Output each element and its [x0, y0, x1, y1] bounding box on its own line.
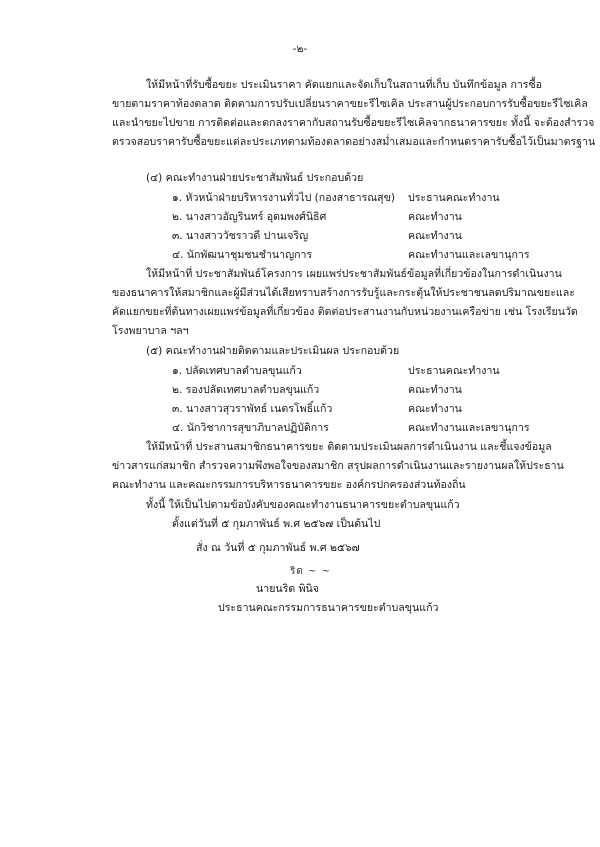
signer-name: นายนริด พินิจ	[256, 583, 320, 595]
section4-heading: (๔) คณะทำงานฝ่ายประชาสัมพันธ์ ประกอบด้วย	[146, 172, 364, 184]
section4-member-3-role: คณะทำงาน	[408, 230, 462, 242]
order-date: สั่ง ณ วันที่ ๕ กุมภาพันธ์ พ.ศ ๒๕๖๗	[196, 542, 360, 554]
section5-heading: (๕) คณะทำงานฝ่ายติดตามและประเมินผล ประกอบด้วย	[146, 345, 400, 357]
para1-line-1: ให้มีหน้าที่รับซื้อขยะ ประเมินราคา คัดแยกและจัดเก็บในสถานที่เก็บ บันทึกข้อมูล การซื้อ	[146, 79, 543, 91]
section5-member-4-name: ๔. นักวิชาการสุขาภิบาลปฏิบัติการ	[172, 422, 329, 434]
signature-mark: ริด ~ ~	[290, 566, 331, 577]
section5-member-4-role: คณะทำงานและเลขานุการ	[408, 422, 530, 434]
section4-member-4-name: ๔. นักพัฒนาชุมชนชำนาญการ	[172, 249, 313, 261]
section4-duty-line-2: ของธนาคารให้สมาชิกและผู้มีส่วนได้เสียทราบสร้างการรับรู้และกระตุ้นให้ประชาชนลดปริมาณขยะและ	[112, 287, 575, 299]
section4-duty-line-4: โรงพยาบาล ฯลฯ	[112, 325, 189, 337]
section5-duty-line-2: ข่าวสารแก่สมาชิก สำรวจความพึงพอใจของสมาชิก สรุปผลการดำเนินงานและรายงานผลให้ประธาน	[112, 460, 564, 472]
section4-member-2-role: คณะทำงาน	[408, 211, 462, 223]
section4-member-2-name: ๒. นางสาวอัญรินทร์ อุดมพงศ์นิธิศ	[172, 211, 327, 223]
section5-member-3-role: คณะทำงาน	[408, 403, 462, 415]
section4-member-1-role: ประธานคณะทำงาน	[408, 192, 500, 204]
section4-duty-line-1: ให้มีหน้าที่ ประชาสัมพันธ์โครงการ เผยแพร่ประชาสัมพันธ์ข้อมูลที่เกี่ยวข้องในการดำเนินงาน	[146, 268, 562, 280]
closing-statement: ทั้งนี้ ให้เป็นไปตามข้อบังคับของคณะทำงานธนาคารขยะตำบลขุนแก้ว	[146, 499, 460, 511]
page-number: -๒-	[292, 43, 308, 55]
section5-member-1-name: ๑. ปลัดเทศบาลตำบลขุนแก้ว	[172, 365, 302, 377]
section4-member-4-role: คณะทำงานและเลขานุการ	[408, 249, 530, 261]
effective-date: ตั้งแต่วันที่ ๕ กุมภาพันธ์ พ.ศ ๒๕๖๗ เป็นต้นไป	[172, 518, 381, 530]
section5-duty-line-1: ให้มีหน้าที่ ประสานสมาชิกธนาคารขยะ ติดตามประเมินผลการดำเนินงาน และชี้แจงข้อมูล	[146, 441, 552, 453]
para1-line-4: ตรวจสอบราคารับซื้อขยะแต่ละประเภทตามท้องตลาดอย่างสม่ำเสมอและกำหนดราคารับซื้อไว้เป็นมาตรฐาน	[112, 136, 596, 148]
section4-duty-line-3: คัดแยกขยะที่ต้นทางเผยแพร่ข้อมูลที่เกี่ยวข้อง ติดต่อประสานงานกับหน่วยงานเครือข่าย เช่น โรงเรียนวัด	[112, 306, 578, 318]
para1-line-3: และนำขยะไปขาย การติดต่อและตกลงราคากับสถานรับซื้อขยะรีไซเคิลจากธนาคารขยะ ทั้งนี้ จะต้องสำรวจ	[112, 117, 595, 129]
section5-duty-line-3: คณะทำงาน และคณะกรรมการบริหารธนาคารขยะ องค์กรปกครองส่วนท้องถิ่น	[112, 479, 466, 491]
section5-member-3-name: ๓. นางสาวสุวราพัทธ์ เนตรโพธิ์แก้ว	[172, 403, 333, 415]
section4-member-3-name: ๓. นางสาววัชราวดี ปานเจริญ	[172, 230, 309, 242]
section4-member-1-name: ๑. หัวหน้าฝ่ายบริหารงานทั่วไป (กองสาธารณสุข)	[172, 192, 395, 204]
para1-line-2: ขายตามราคาท้องตลาด ติดตามการปรับเปลี่ยนราคาขยะรีไซเคิล ประสานผู้ประกอบการรับซื้อขยะรีไซเคิล	[112, 98, 588, 110]
signer-title: ประธานคณะกรรมการธนาคารขยะตำบลขุนแก้ว	[218, 602, 439, 614]
section5-member-1-role: ประธานคณะทำงาน	[408, 365, 500, 377]
section5-member-2-role: คณะทำงาน	[408, 384, 462, 396]
section5-member-2-name: ๒. รองปลัดเทศบาลตำบลขุนแก้ว	[172, 384, 320, 396]
